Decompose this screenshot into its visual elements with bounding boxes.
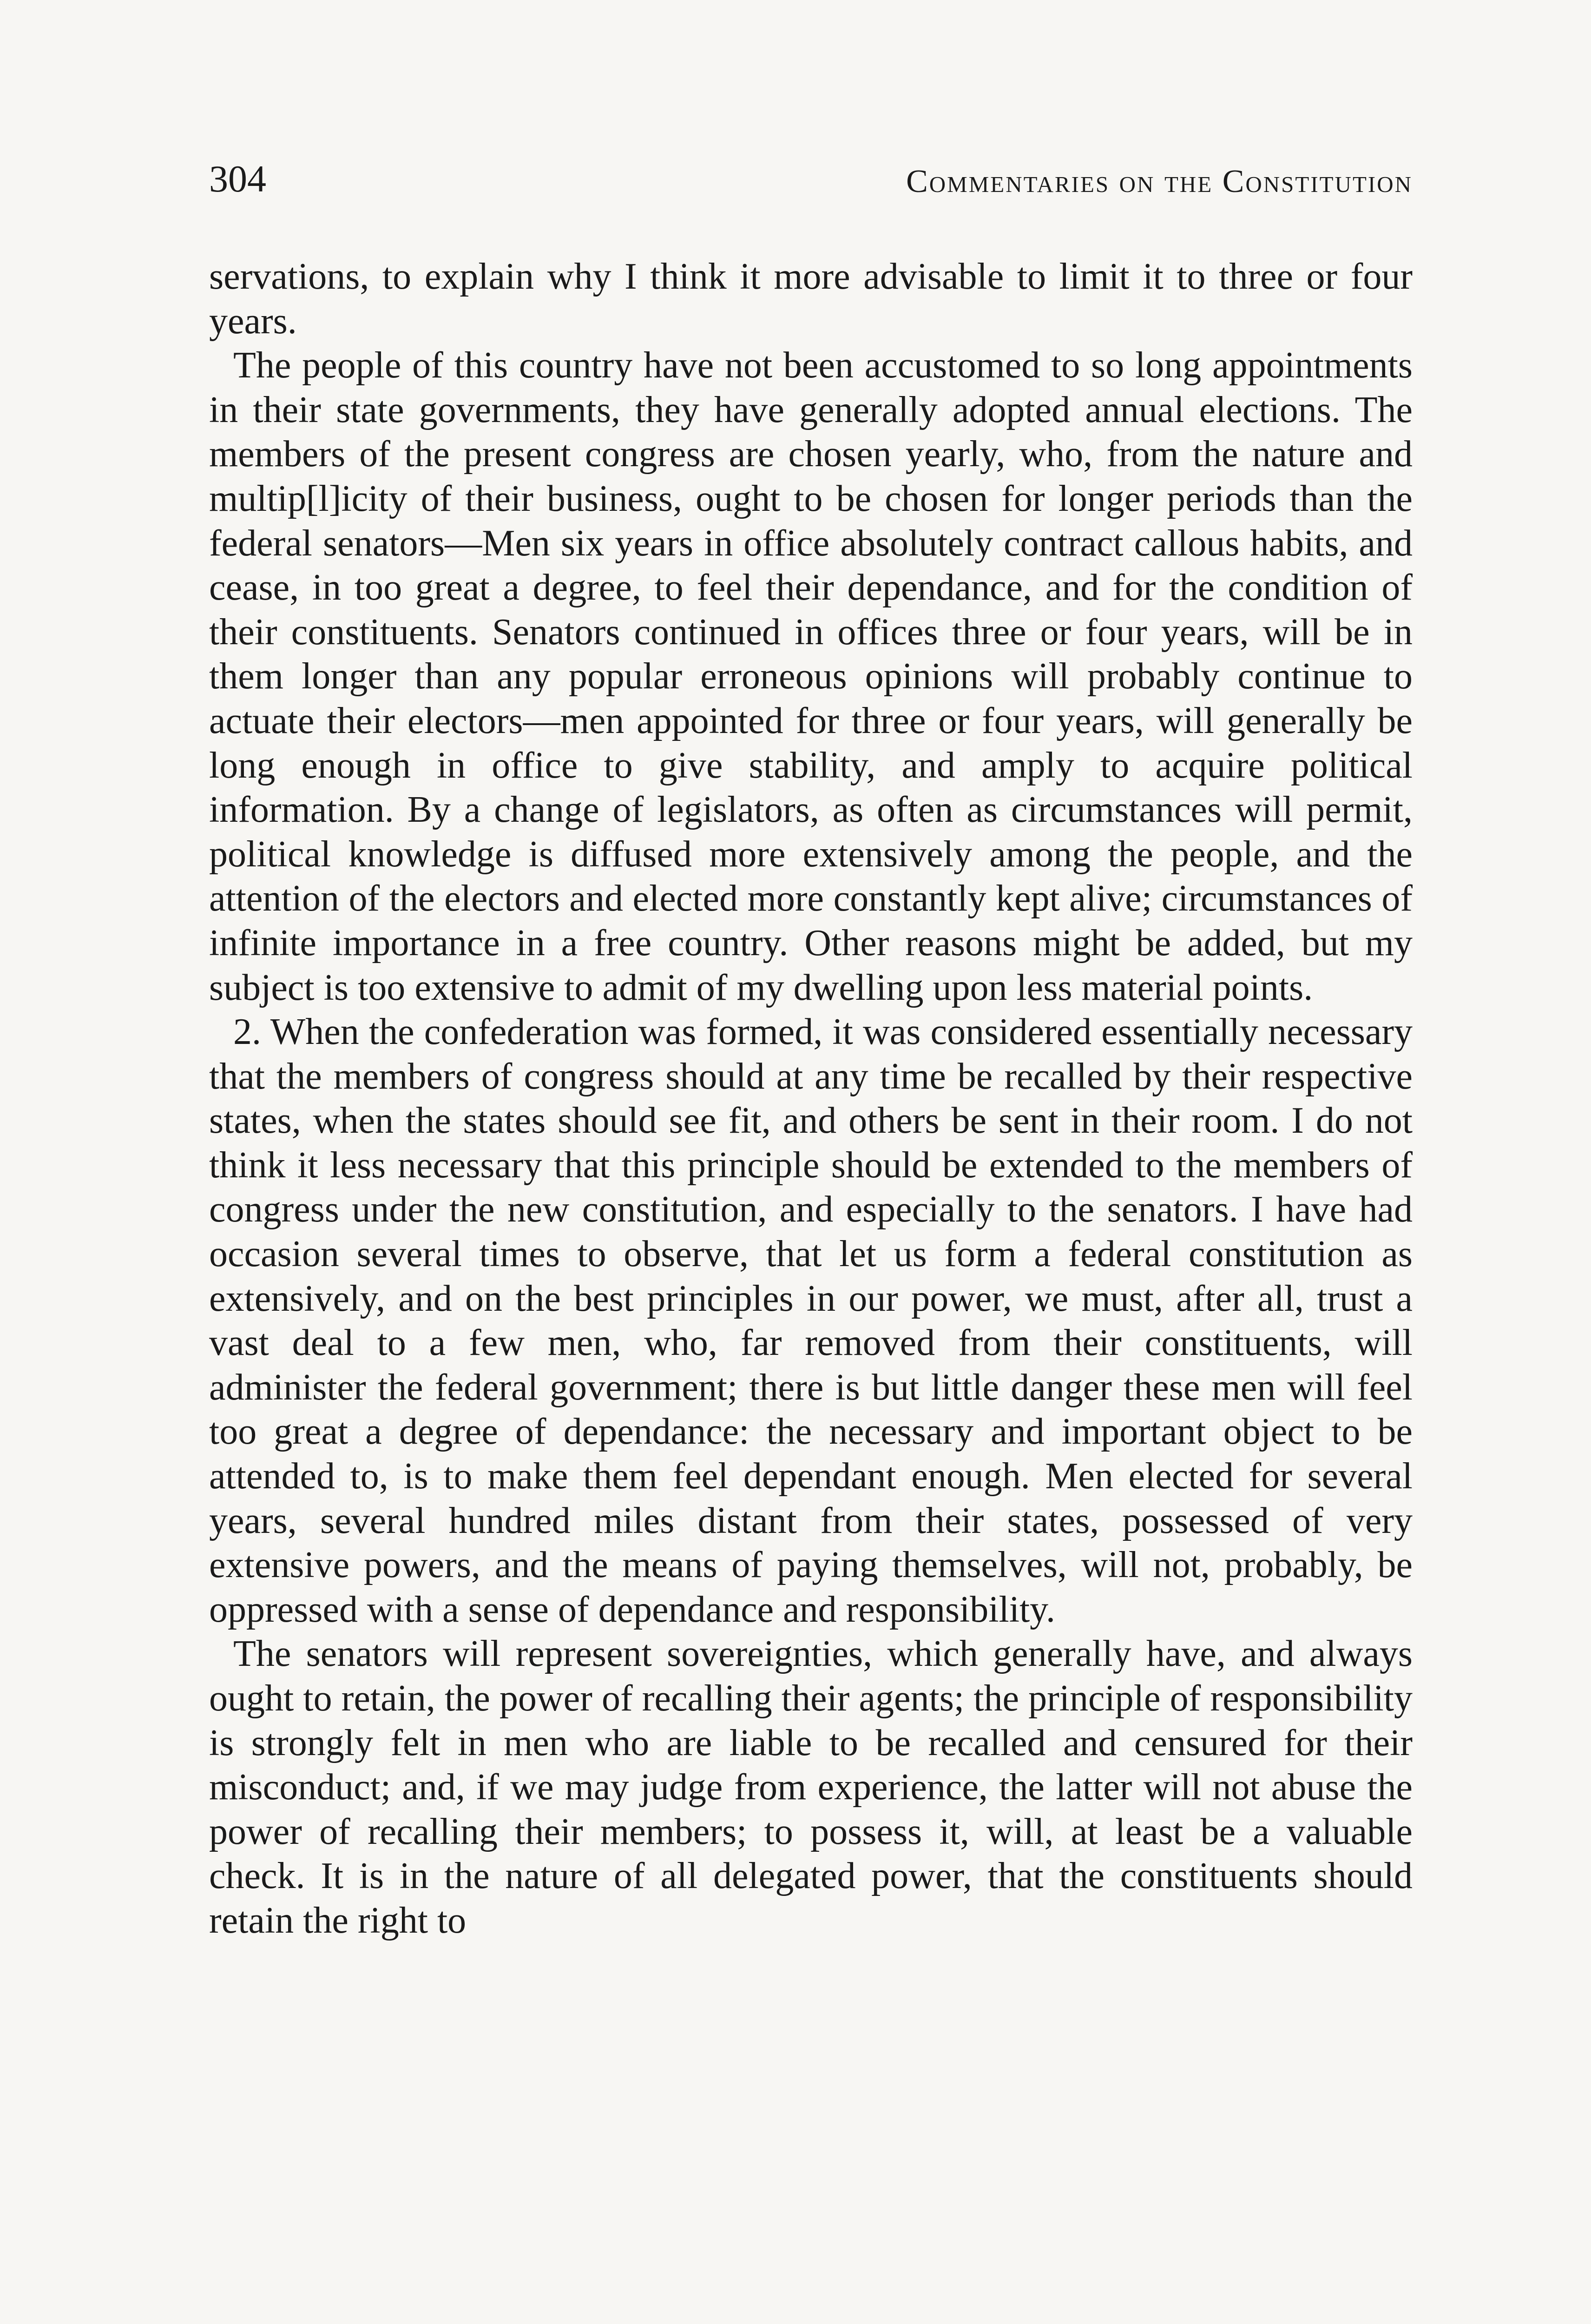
page-number: 304 — [209, 158, 266, 200]
running-head — [209, 153, 1413, 209]
body-text — [209, 255, 1413, 1943]
running-title: Commentaries on the Constitution — [906, 164, 1413, 199]
paragraph-sovereignties: The senators will represent sovereignties, which generally have, and always ought to retain, the power of recalling their agents; the principle of responsibility is strongly felt in men who are liable to be recalled and censured for their misconduct; and, if we may judge from experience, the latter will not abuse the power of recalling their members; to possess it, will, at least be a valuable check. It is in the nature of all delegated power, that the constituents should retain the right to — [209, 1633, 1413, 1941]
paragraph-continuation: servations, to explain why I think it more advisable to limit it to three or four years. — [209, 256, 1413, 342]
paragraph-term-length: The people of this country have not been accustomed to so long appointments in their state governments, they have generally adopted annual elections. The members of the present congress are chosen yearly, who, from the nature and multip[l]icity of their business, ought to be chosen for longer periods than the federal senators—Men six years in office absolutely contract callous habits, and cease, in too great a degree, to feel their dependance, and for the condition of their constituents. Senators continued in offices three or four years, will be in them longer than any popular erroneous opinions will probably continue to actuate their electors—men appointed for three or four years, will generally be long enough in office to give stability, and amply to acquire political information. By a change of legislators, as often as circumstances will permit, political knowledge is diffused more extensively among the people, and the attention of the electors and elected more constantly kept alive; circumstances of infinite importance in a free country. Other reasons might be added, but my subject is too extensive to admit of my dwelling upon less material points. — [209, 345, 1413, 1008]
paragraph-recall-principle: 2. When the confederation was formed, it was considered essentially necessary that the members of congress should at any time be recalled by their respective states, when the states should see fit, and others be sent in their room. I do not think it less necessary that this principle should be extended to the members of congress under the new constitution, and especially to the senators. I have had occasion several times to observe, that let us form a federal constitution as extensively, and on the best principles in our power, we must, after all, trust a vast deal to a few men, who, far removed from their constituents, will administer the federal government; there is but little danger these men will feel too great a degree of dependance: the necessary and important object to be attended to, is to make them feel dependant enough. Men elected for several years, several hundred miles distant from their states, possessed of very extensive powers, and the means of paying themselves, will not, probably, be oppressed with a sense of dependance and responsibility. — [209, 1011, 1413, 1630]
